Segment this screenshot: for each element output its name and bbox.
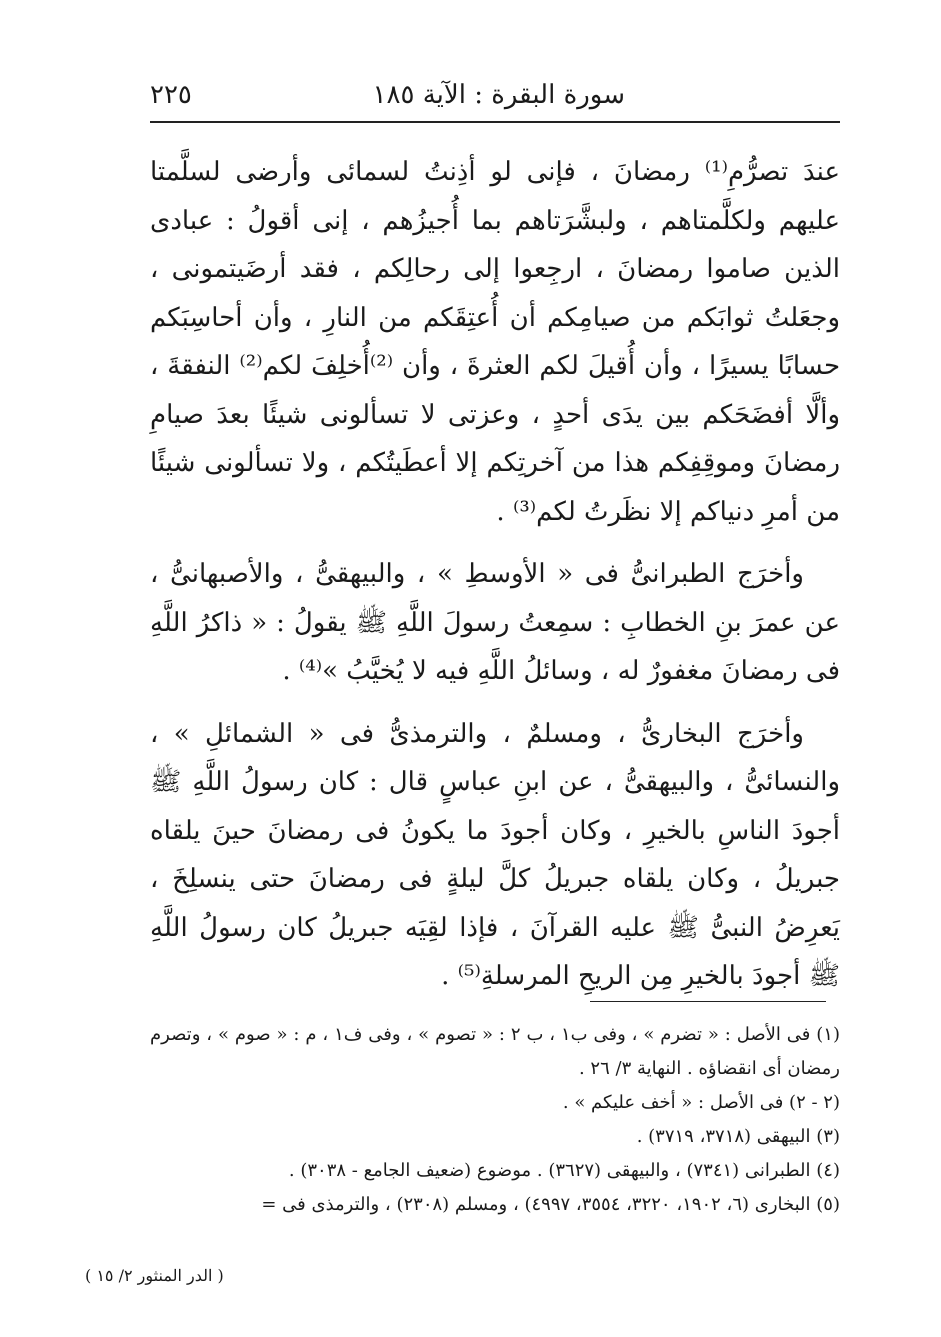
footnote-divider	[590, 1001, 826, 1002]
paragraph: وأخرَج الطبرانىُّ فى « الأوسطِ » ، والبيهقىُّ ، والأصبهانىُّ ، عن عمرَ بنِ الخطابِ : سمِعتُ رسولَ اللَّهِ ﷺ يقولُ : « ذاكرُ اللَّهِ فى رمضانَ مغفورٌ له ، وسائلُ اللَّهِ فيه لا يُخيَّبُ »⁽⁴⁾ .	[150, 559, 840, 686]
page-header	[150, 72, 840, 118]
main-text	[150, 148, 840, 1015]
footnote: (٥) البخارى (٦، ١٩٠٢، ٣٢٢٠، ٣٥٥٤، ٤٩٩٧) ، ومسلم (٢٣٠٨) ، والترمذى فى =	[261, 1194, 840, 1215]
footnote: (١) فى الأصل : « تضرم » ، وفى ب١ ، ب ٢ : « تصوم » ، وفى ف١ ، م : « صوم » ، وتصرم رمضان أى انقضاؤه . النهاية ٣/ ٢٦ .	[150, 1024, 840, 1079]
paragraph: وأخرَج البخارىُّ ، ومسلمٌ ، والترمذىُّ فى « الشمائلِ » ، والنسائىُّ ، والبيهقىُّ ، عن ابنِ عباسٍ قال : كان رسولُ اللَّهِ ﷺ أجودَ الناسِ بالخيرِ ، وكان أجودَ ما يكونُ فى رمضانَ حينَ يلقاه جبريلُ ، وكان يلقاه جبريلُ كلَّ ليلةٍ فى رمضانَ حتى ينسلِخَ ، يَعرِضُ النبىُّ ﷺ عليه القرآنَ ، فإذا لقِيَه جبريلُ كان رسولُ اللَّهِ ﷺ أجودَ بالخيرِ مِن الريحِ المرسلةِ⁽⁵⁾ .	[150, 718, 840, 991]
footnote: (٣) البيهقى (٣٧١٨، ٣٧١٩) .	[636, 1126, 840, 1147]
page-number: ٢٢٥	[150, 80, 192, 110]
paragraph: عندَ تصرُّمِ⁽¹⁾ رمضانَ ، فإنى لو أذِنتُ لسمائى وأرضى لسلَّمتا عليهم ولكلَّمتاهم ، ولبشَّرَتاهم بما أُجيزُهم ، إنى أقولُ : عبادى الذين صاموا رمضانَ ، ارجِعوا إلى رحالِكم ، فقد أرضَيتمونى ، وجعَلتُ ثوابَكم من صيامِكم أن أُعتِقَكم من النارِ ، وأن أحاسِبَكم حسابًا يسيرًا ، وأن أُقيلَ لكم العثرةَ ، وأن ⁽²⁾أُخلِفَ لكم⁽²⁾ النفقةَ ، وألَّا أفضَحَكم بين يدَى أحدٍ ، وعزتى لا تسألونى شيئًا بعدَ صيامِ رمضانَ وموقِفِكم هذا من آخرتِكم إلا أعطَيتُكم ، ولا تسألونى شيئًا من أمرِ دنياكم إلا نظَرتُ لكم⁽³⁾ .	[150, 157, 841, 527]
footnote: (٢ - ٢) فى الأصل : « أخف عليكم » .	[562, 1092, 840, 1113]
footnote: (٤) الطبرانى (٧٣٤١) ، والبيهقى (٣٦٢٧) . موضوع (ضعيف الجامع - ٣٠٣٨) .	[288, 1160, 840, 1181]
volume-signature: ( الدر المنثور ٢/ ١٥ )	[85, 1266, 224, 1285]
running-title: سورة البقرة : الآية ١٨٥	[372, 80, 625, 110]
header-rule	[150, 121, 840, 123]
footnotes	[150, 1018, 840, 1222]
